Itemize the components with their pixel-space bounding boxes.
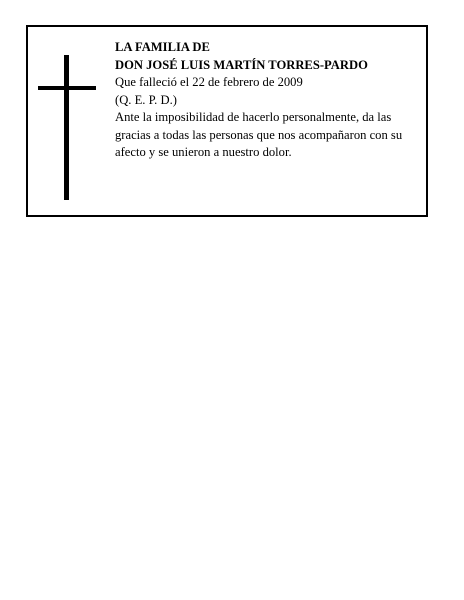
heading-family-line: LA FAMILIA DE xyxy=(115,40,210,54)
cross-horizontal-bar xyxy=(38,86,96,90)
gratitude-message: Ante la imposibilidad de hacerlo personalmente, da las gracias a todas las personas que nos acompañaron con su afecto y se unieron a nuestro dolor. xyxy=(115,110,403,159)
cross-vertical-bar xyxy=(64,55,69,200)
cross-icon xyxy=(38,55,98,200)
heading-deceased-name: DON JOSÉ LUIS MARTÍN TORRES-PARDO xyxy=(115,57,368,72)
notice-text-block xyxy=(115,39,421,162)
death-date-line: Que falleció el 22 de febrero de 2009 xyxy=(115,75,303,89)
rip-line: (Q. E. P. D.) xyxy=(115,92,177,107)
obituary-notice-box xyxy=(26,25,428,217)
